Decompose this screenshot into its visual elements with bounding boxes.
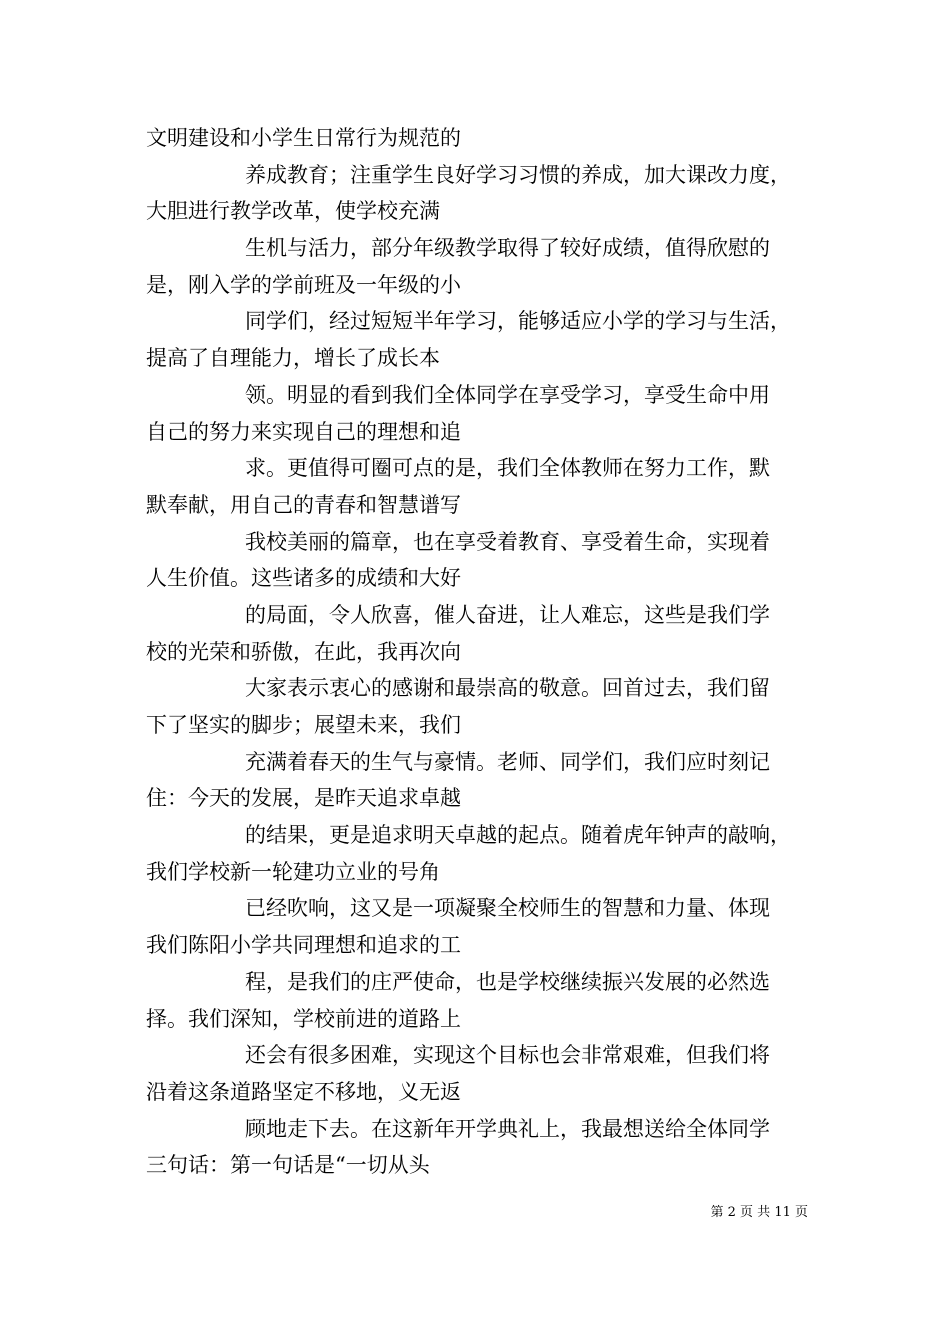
- text-line: 是，刚入学的学前班及一年级的小: [146, 272, 461, 297]
- text-line: 求。更值得可圈可点的是，我们全体教师在努力工作，默: [245, 456, 770, 481]
- text-line: 默奉献，用自己的青春和智慧谱写: [146, 492, 461, 517]
- text-line: 住：今天的发展，是昨天追求卓越: [146, 786, 461, 811]
- text-line: 校的光荣和骄傲，在此，我再次向: [146, 639, 461, 664]
- text-line: 充满着春天的生气与豪情。老师、同学们，我们应时刻记: [245, 749, 770, 774]
- text-line: 大家表示衷心的感谢和最崇高的敬意。回首过去，我们留: [245, 676, 770, 701]
- text-line: 还会有很多困难，实现这个目标也会非常艰难，但我们将: [245, 1043, 770, 1068]
- text-line: 程，是我们的庄严使命，也是学校继续振兴发展的必然选: [245, 969, 770, 994]
- page-number-footer: 第 2 页 共 11 页: [710, 1205, 808, 1220]
- text-line: 生机与活力，部分年级教学取得了较好成绩，值得欣慰的: [245, 236, 770, 261]
- text-line: 领。明显的看到我们全体同学在享受学习，享受生命中用: [245, 382, 770, 407]
- text-line: 同学们，经过短短半年学习，能够适应小学的学习与生活，: [245, 309, 791, 334]
- text-line: 已经吹响，这又是一项凝聚全校师生的智慧和力量、体现: [245, 896, 770, 921]
- text-line: 的结果，更是追求明天卓越的起点。随着虎年钟声的敲响，: [245, 823, 791, 848]
- text-line: 的局面，令人欣喜，催人奋进，让人难忘，这些是我们学: [245, 602, 770, 627]
- text-line: 沿着这条道路坚定不移地，义无返: [146, 1079, 461, 1104]
- text-line: 我们陈阳小学共同理想和追求的工: [146, 933, 461, 958]
- text-line: 下了坚实的脚步；展望未来，我们: [146, 713, 461, 737]
- document-body: [146, 120, 816, 1184]
- text-line: 大胆进行教学改革，使学校充满: [146, 199, 440, 224]
- text-line: 人生价值。这些诸多的成绩和大好: [146, 566, 461, 591]
- text-line: 自己的努力来实现自己的理想和追: [146, 419, 461, 444]
- text-line: 养成教育；注重学生良好学习习惯的养成，加大课改力度，: [245, 162, 791, 187]
- text-line: 顾地走下去。在这新年开学典礼上，我最想送给全体同学: [245, 1116, 770, 1141]
- text-line: 择。我们深知，学校前进的道路上: [146, 1006, 461, 1031]
- text-line: 提高了自理能力，增长了成长本: [146, 346, 440, 371]
- text-line: 三句话：第一句话是“一切从头: [146, 1153, 430, 1178]
- text-line: 我校美丽的篇章，也在享受着教育、享受着生命，实现着: [245, 529, 770, 554]
- text-line: 我们学校新一轮建功立业的号角: [146, 859, 440, 884]
- text-line: 文明建设和小学生日常行为规范的: [146, 126, 461, 150]
